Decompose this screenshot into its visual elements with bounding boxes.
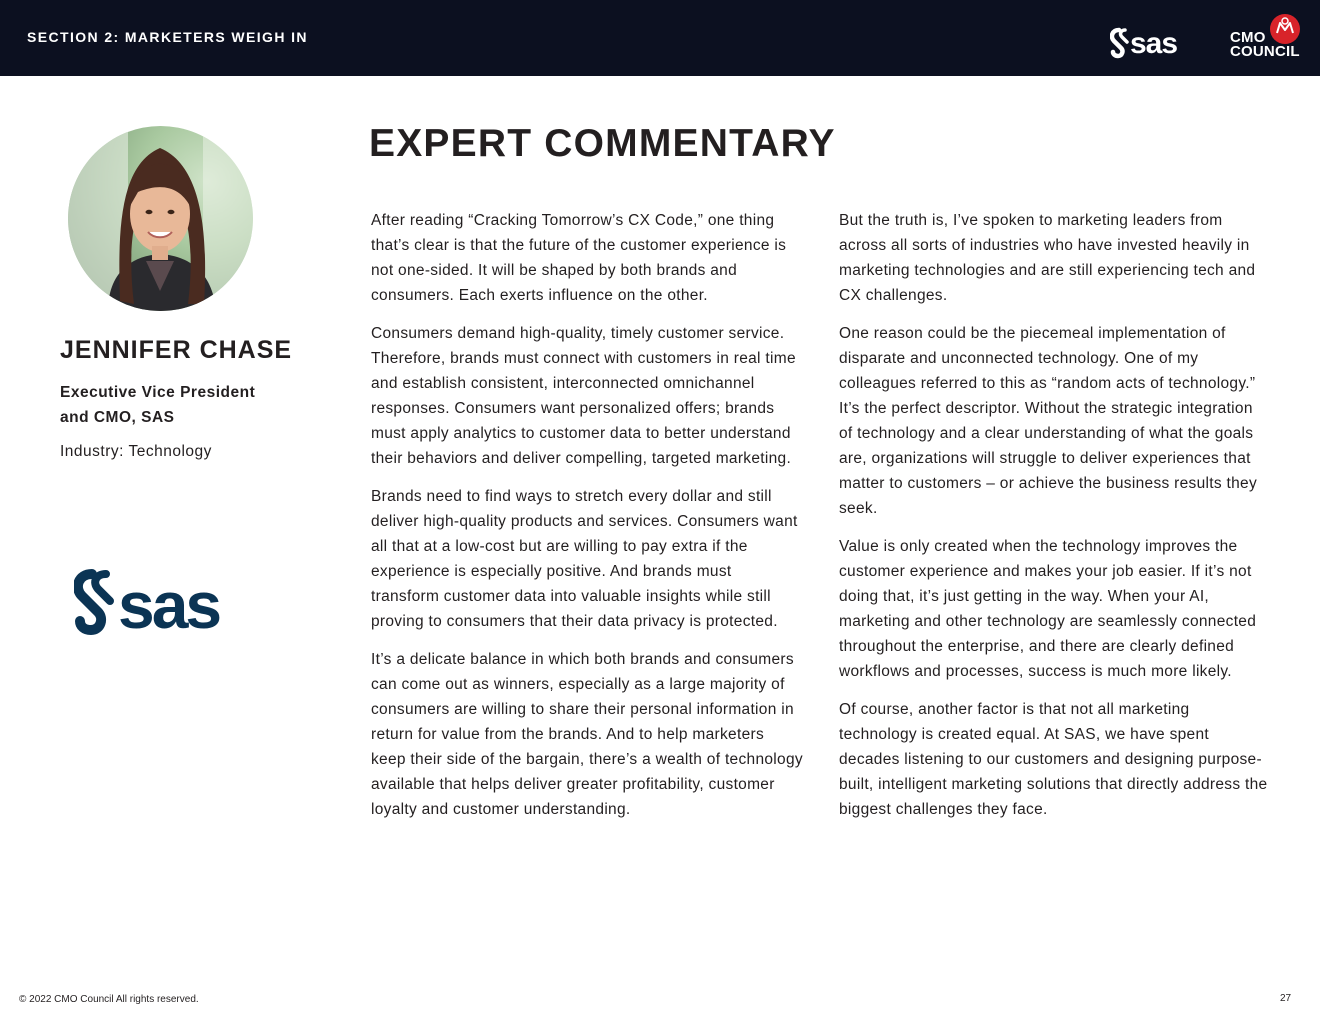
paragraph: It’s a delicate balance in which both brands and consumers can come out as winners, especially as a large majority of consumers are willing to share their personal information in return for value from the brands. And to help marketers keep their side of the bargain, there’s a wealth of technology available that helps deliver greater profitability, customer loyalty and customer understanding. bbox=[371, 651, 803, 818]
cmo-council-logo bbox=[1230, 12, 1304, 62]
paragraph: Consumers demand high-quality, timely customer service. Therefore, brands must connect with customers in real time and establish consistent, interconnected omnichannel responses. Consumers want personalized offers; brands must apply analytics to customer data to better understand their behaviors and deliver compelling, targeted marketing. bbox=[371, 325, 796, 467]
sas-logo-text: sas bbox=[118, 568, 220, 642]
cmo-line: CMO bbox=[1230, 29, 1266, 46]
sas-logo-header-text: sas bbox=[1130, 27, 1178, 60]
paragraph: But the truth is, I’ve spoken to marketing leaders from across all sorts of industries who have invested heavily in marketing technologies and are still experiencing tech and CX challenges. bbox=[839, 212, 1256, 304]
person-industry: Industry: Technology bbox=[60, 443, 212, 460]
sas-logo bbox=[74, 568, 250, 648]
paragraph: After reading “Cracking Tomorrow’s CX Code,” one thing that’s clear is that the future of the customer experience is not one-sided. It will be shaped by both brands and consumers. Each exerts influence on the other. bbox=[371, 212, 787, 304]
paragraph: Value is only created when the technology improves the customer experience and makes your job easier. If it’s not doing that, it’s just getting in the way. When your AI, marketing and other technology are seamlessly connected throughout the enterprise, and there are clearly defined workflows and processes, success is much more likely. bbox=[839, 538, 1257, 680]
paragraph: Brands need to find ways to stretch every dollar and still deliver high-quality products and services. Consumers want all that at a low-cost but are willing to pay extra if the experience is especially positive. And brands must transform customer data into valuable insights while still proving to consumers that their data privacy is protected. bbox=[371, 488, 798, 630]
council-line: COUNCIL bbox=[1230, 43, 1300, 60]
person-title bbox=[60, 380, 320, 430]
portrait-illustration bbox=[68, 126, 253, 311]
header-bar bbox=[0, 0, 1320, 76]
section-label: SECTION 2: MARKETERS WEIGH IN bbox=[27, 29, 308, 45]
paragraph: Of course, another factor is that not all marketing technology is created equal. At SAS, we have spent decades listening to our customers and designing purpose-built, intelligent marketing solutions that directly address the biggest challenges they face. bbox=[839, 701, 1268, 818]
cmo-council-text bbox=[1230, 31, 1300, 59]
portrait-photo bbox=[68, 126, 253, 311]
article-column-left bbox=[371, 208, 803, 835]
person-title-line1: Executive Vice President bbox=[60, 384, 256, 401]
page-title: EXPERT COMMENTARY bbox=[369, 122, 836, 165]
paragraph: One reason could be the piecemeal implementation of disparate and unconnected technology. One of my colleagues referred to this as “random acts of technology.” It’s the perfect descriptor. Without the strategic integration of technology and a clear understanding of what the goals are, organizations will struggle to deliver experiences that matter to customers – or achieve the business results they seek. bbox=[839, 325, 1258, 517]
copyright-notice: © 2022 CMO Council All rights reserved. bbox=[19, 994, 199, 1005]
article-column-right bbox=[839, 208, 1269, 835]
person-name: JENNIFER CHASE bbox=[60, 336, 293, 364]
page-number: 27 bbox=[1280, 993, 1292, 1004]
person-title-line2: and CMO, SAS bbox=[60, 409, 175, 426]
sas-logo-header bbox=[1110, 26, 1190, 62]
